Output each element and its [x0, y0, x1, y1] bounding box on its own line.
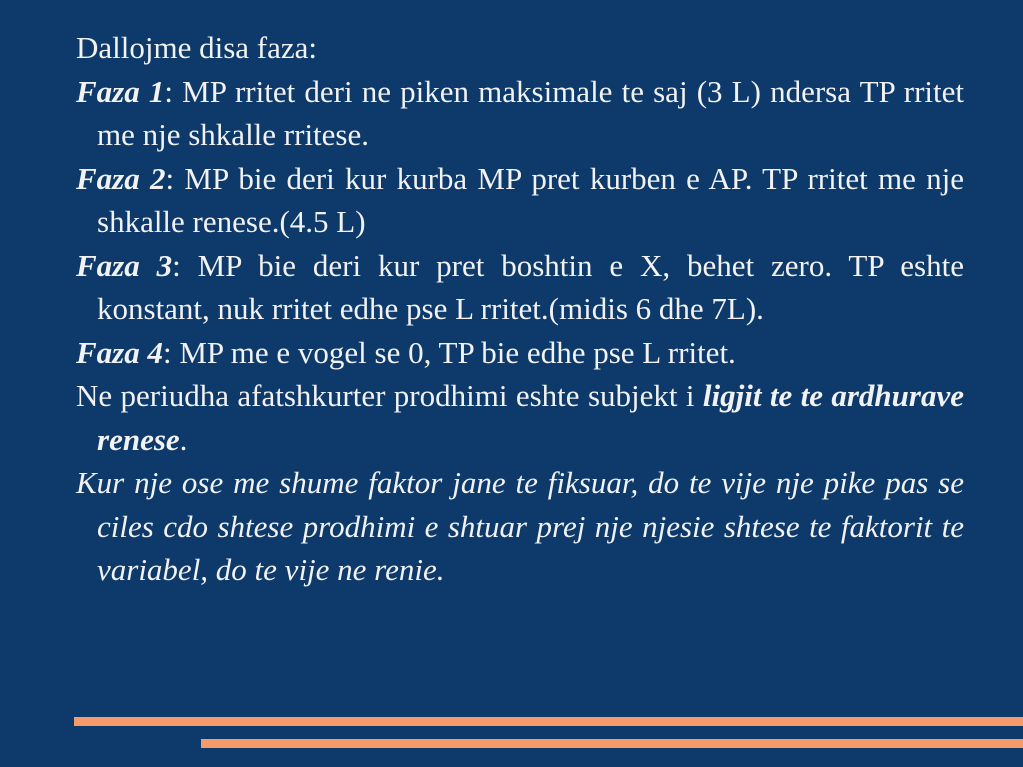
phase-4-text: : MP me e vogel se 0, TP bie edhe pse L rritet.: [163, 334, 736, 370]
phase-3: [76, 244, 964, 331]
phase-2: [76, 157, 964, 244]
law-emphasis: ligjit te te ardhurave renese: [97, 378, 964, 457]
law-suffix: .: [179, 421, 188, 457]
decorative-bar-top: [74, 717, 1023, 726]
conclusion-statement: Kur nje ose me shume faktor jane te fiksuar, do te vije nje pike pas se ciles cdo shtese prodhimi e shtuar prej nje njesie shtese te faktorit te variabel, do te vije ne renie.: [76, 465, 964, 587]
phase-4: [76, 331, 964, 375]
law-statement: [76, 374, 964, 461]
law-prefix: Ne periudha afatshkurter prodhimi eshte subjekt i: [76, 378, 703, 413]
intro-line: Dallojme disa faza:: [76, 30, 318, 65]
phase-2-text: : MP bie deri kur kurba MP pret kurben e AP. TP rritet me nje shkalle renese.(4.5 L): [97, 160, 964, 239]
decorative-bar-bottom: [201, 739, 1023, 748]
phase-3-text: : MP bie deri kur pret boshtin e X, behet zero. TP eshte konstant, nuk rritet edhe pse L rritet.(midis 6 dhe 7L).: [97, 247, 964, 326]
phase-1-label: Faza 1: [76, 73, 165, 109]
phase-1: [76, 70, 964, 157]
phase-4-label: Faza 4: [76, 334, 163, 370]
phase-1-text: : MP rritet deri ne piken maksimale te saj (3 L) ndersa TP rritet me nje shkalle rritese.: [97, 73, 965, 152]
phase-3-label: Faza 3: [76, 247, 173, 283]
slide-body: [76, 26, 964, 592]
phase-2-label: Faza 2: [76, 160, 166, 196]
